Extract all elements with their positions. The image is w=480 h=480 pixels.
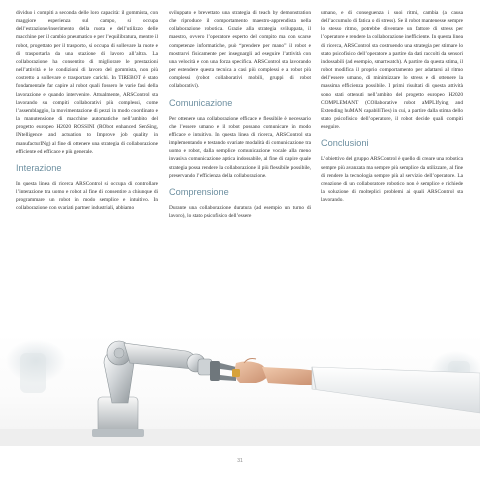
section-heading: Interazione	[16, 162, 62, 173]
section-heading: Conclusioni	[321, 138, 369, 149]
paragraph: sviluppato e brevettato una strategia di teach by demonstration che riproduce il comportamento maestro-apprendista nella collaborazione robotica. Grazie alla strategia sviluppata, il maestro, ovvero l’operatore esperto del compito ma con scarse competenze informatiche, può “prendere per mano” il robot e mostrarvi fisicamente per insegnargli ad eseguire l’attività con una velocità e con una forza specifica. ARSControl sta lavorando per estendere questa tecnica a casi più complessi e a robot più complessi (robot collaborativi mobili, gruppi di robot collaborativi).	[169, 10, 311, 90]
text-column-3	[321, 9, 463, 204]
paragraph: Per ottenere una collaborazione efficace e flessibile è necessario che l’essere umano e il robot possano comunicare in modo efficace e intuitivo. In questa linea di ricerca, ARSControl sta implementando e testando svariate modalità di comunicazione tra uomo e robot, dalla semplice comunicazione vocale alla meno invasiva comunicazione aptica indossabile, al fine di capire quale strategia possa rendere la collaborazione il più flessibile possibile, preservando l’efficienza della collaborazione.	[169, 115, 311, 179]
paragraph: Durante una collaborazione duratura (ad esempio un turno di lavoro), lo stato psicofisico dell’essere	[169, 204, 311, 219]
paragraph: dividuo i compiti a seconda delle loro capacità: il gommista, con maggiore esperienza sul campo, si occupa dell’estrazione/inserimento della ruota e dell’utilizzo delle macchine per il cambio pneumatico e per l’equilibratura, mentre il robot, progettato per il trasporto, si occupa di sollevare la ruote e di trasportarla da una stazione di lavoro all’altra. La collaborazione ha consentito di migliorare le prestazioni nell’attività e le condizioni di lavoro del gommista, non più costretto a sollevare e trasportare carichi. In TIREBOT è stato fondamentale far capire al robot quali fossero le varie fasi della lavorazione e quando intervenire. Attualmente, ARSControl sta lavorando su compiti collaborativi più complessi, come l’assemblaggio, la movimentazione di pezzi in modo coordinato e la manutensione di macchine automatiche nell’ambito del progetto europeo H2020 ROSSINI (RObot enhanced SenSing, INtelligence and actuation to Improve job quality in manufacturINg) al fine di ottenere una strategia di collaborazione efficiente ed efficace e più generale.	[16, 10, 158, 155]
text-column-1	[16, 9, 158, 212]
paragraph: umano, e di conseguenza i suoi ritmi, cambia (a causa dell’accumulo di fatica o di stress). Se il robot mantenesse sempre lo stesso ritmo, potrebbe diventare un fattore di stress per l’operatore e rendere la collaborazione inefficiente. In questa linea di ricerca, ARSControl sta costruendo una strategia per stimare lo stato psicofisico dell’operatore a partire da dati raccolti da sensori indossabili (ad esempio, smartwatch). A partire da questa stima, il robot modifica il proprio comportamento per adattarsi al ritmo dell’essere umano, di minimizzare lo stress e di ottenere la massima efficienza possibile. I primi risultati di questa attività sono stati ottenuti nell’ambito del progetto europeo H2020 COMPLEMANT (COllaborative robot aMPLIfying and Extending huMAN capabiliTies) in cui, a partire dalla stima dello stato psicofisico dell’operatore, il robot decide quali compiti eseguire.	[321, 10, 463, 131]
paragraph: L’obiettivo del gruppo ARSControl è quello di creare una robotica sempre più avanzata ma sempre più semplice da utilizzare, al fine di rendere la tecnologia sempre più al servizio dell’operatore. La creazione di un collaboratore robotico non è semplice e richiede la soluzione di molteplici problemi ai quali ARSControl sta lavorando.	[321, 156, 463, 204]
paragraph: In questa linea di ricerca ARSControl si occupa di controllare l’interazione tra uomo e robot al fine di consentire a chiunque di programmare un robot in modo semplice e intuitivo. In collaborazione con svariati partner industriali, abbiamo	[16, 180, 158, 212]
photo-robot-arm-handover	[0, 333, 480, 446]
robot-arm	[92, 341, 236, 437]
section-heading: Comunicazione	[169, 97, 233, 108]
section-heading: Comprensione	[169, 186, 229, 197]
text-column-2	[169, 9, 311, 220]
page-number: 31	[237, 458, 243, 464]
handover-part	[232, 369, 240, 377]
